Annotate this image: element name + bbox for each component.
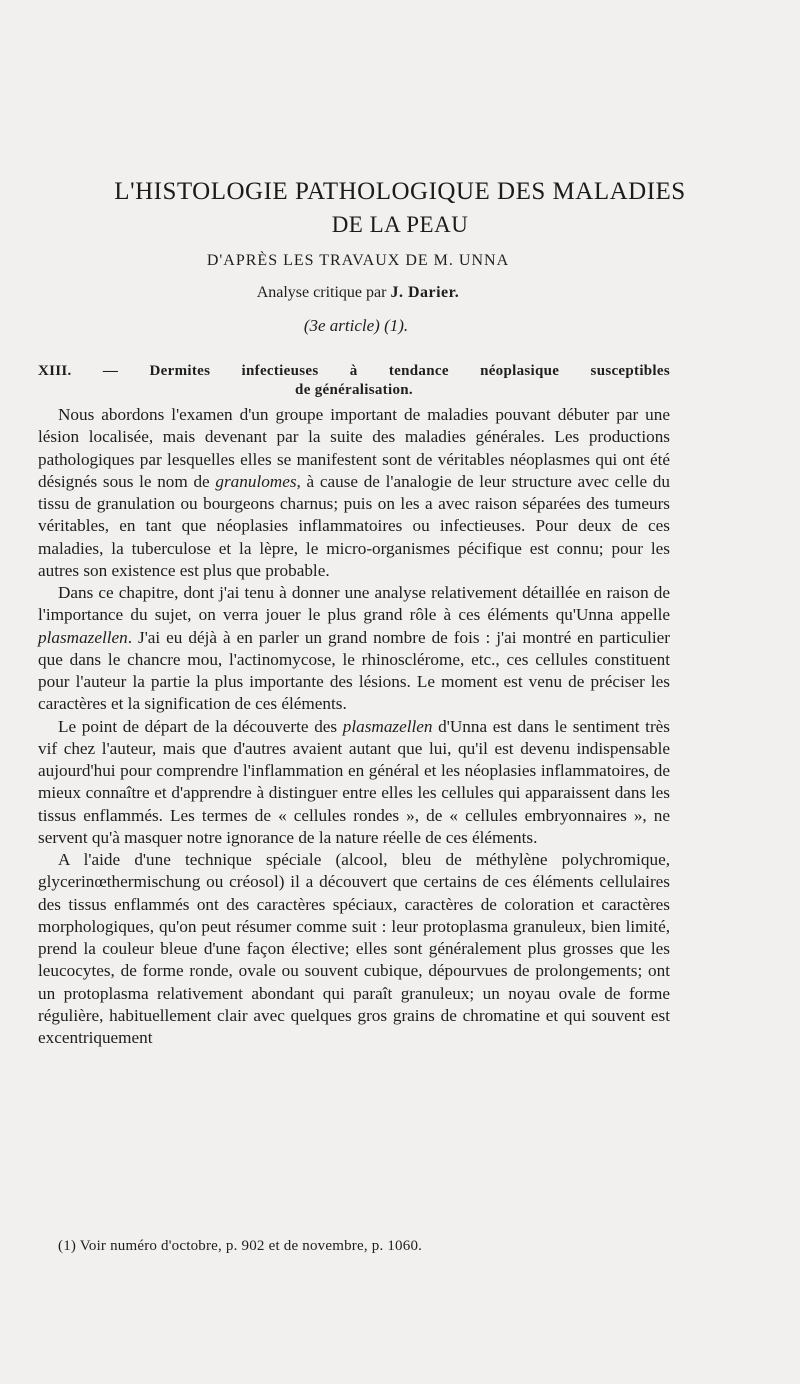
paragraph-2 — [38, 582, 670, 716]
paragraph-3-italic: plasmazellen — [342, 716, 433, 736]
paragraph-3-tail: d'Unna est dans le sentiment très vif chez l'auteur, mais que d'autres avaient autant que lui, qu'il est devenu indispensable aujourd'hui pour comprendre l'inflammation en général et les néoplasies inflammatoires, de mieux connaître et d'apprendre à distinguer entre elles les cellules qui apparaissent dans les tissus enflammés. Les termes de « cellules rondes », de « cellules embryonnaires », ne servent qu'à masquer notre ignorance de la nature réelle de ces éléments. — [38, 716, 670, 847]
byline-author: J. Darier. — [390, 284, 460, 301]
article-subtitle: D'APRÈS LES TRAVAUX DE M. UNNA — [206, 252, 510, 269]
paragraph-2-tail: . J'ai eu déjà à en parler un grand nombre de fois : j'ai montré en particulier que dans le chancre mou, l'actinomycose, le rhinosclérome, etc., ces cellules constituent pour l'auteur la partie la plus importante des lésions. Le moment est venu de préciser les caractères et la signification de ces éléments. — [38, 627, 670, 714]
paragraph-3-text: Le point de départ de la découverte des — [58, 716, 338, 736]
paragraph-2-text: Dans ce chapitre, dont j'ai tenu à donner une analyse relativement détaillée en raison de l'importance du sujet, on verra jouer le plus grand rôle à ces éléments qu'Unna appelle — [38, 583, 670, 625]
article-title-line1: L'HISTOLOGIE PATHOLOGIQUE DES MALADIES — [114, 178, 686, 205]
section-heading-line2: de généralisation. — [295, 382, 413, 398]
section-heading-line1: XIII. — Dermites infectieuses à tendance néoplasique susceptibles — [38, 363, 670, 379]
footnote: (1) Voir numéro d'octobre, p. 902 et de novembre, p. 1060. — [58, 1238, 423, 1254]
paragraph-4: A l'aide d'une technique spéciale (alcool, bleu de méthylène polychromique, glycerinœthermischung ou créosol) il a découvert que certains de ces éléments cellulaires des tissus enflammés ont des caractères spéciaux, caractères de coloration et caractères morphologiques, qu'on peut résumer comme suit : leur protoplasma granuleux, bien limité, prend la couleur bleue d'une façon élective; elles sont généralement plus grosses que les leucocytes, de forme ronde, ovale ou souvent cubique, dépourvues de prolongements; ont un protoplasma relativement abondant qui paraît granuleux; un noyau ovale de forme régulière, habituellement clair avec quelques gros grains de chromatine et qui souvent est excentriquement — [38, 850, 670, 1047]
body-text — [38, 404, 670, 1049]
article-number-note: (3e article) (1). — [303, 316, 409, 335]
paragraph-1-text: Nous abordons l'examen d'un groupe important de maladies pouvant débuter par une lésion localisée, mais devenant par la suite des maladies générales. Les productions pathologiques par lesquelles elles se manifestent sont de véritables néoplasmes qui ont été désignés sous le nom de — [38, 405, 670, 491]
byline — [0, 284, 716, 302]
article-title-line2: DE LA PEAU — [331, 212, 469, 237]
paragraph-1 — [38, 404, 670, 582]
paragraph-3 — [38, 716, 670, 850]
paragraph-2-italic: plasmazellen — [38, 627, 128, 647]
section-heading — [38, 362, 670, 400]
paragraph-1-tail: , à cause de l'analogie de leur structure avec celle du tissu de granulation ou bourgeons charnus; puis on les a avec raison séparées des tumeurs véritables, en tant que néoplasies inflammatoires ou infectieuses. Pour deux de ces maladies, la tuberculose et la lèpre, le micro-organismes pécifique est connu; pour les autres son existence est plus que probable. — [38, 471, 670, 580]
paragraph-1-italic: granulomes — [215, 471, 297, 491]
byline-prefix: Analyse critique par — [256, 284, 391, 301]
